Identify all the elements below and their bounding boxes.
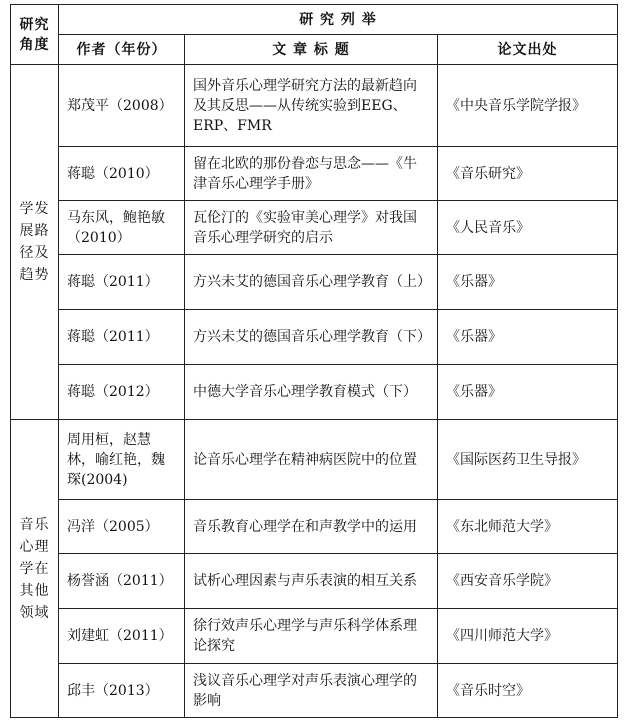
header-row-top [11, 5, 618, 35]
source-cell: 《东北师范大学》 [438, 500, 618, 554]
author-cell: 蒋聪（2010） [59, 147, 185, 201]
author-cell: 周用桓，赵慧林，喻红艳，魏琛(2004) [59, 420, 185, 500]
title-cell: 方兴未艾的德国音乐心理学教育（下） [185, 310, 438, 365]
title-cell: 论音乐心理学在精神病医院中的位置 [185, 420, 438, 500]
header-paper-source: 论文出处 [438, 35, 618, 65]
source-cell: 《国际医药卫生导报》 [438, 420, 618, 500]
author-cell: 马东风，鲍艳敏（2010） [59, 201, 185, 255]
author-cell: 郑茂平（2008） [59, 65, 185, 147]
title-cell: 试析心理因素与声乐表演的相互关系 [185, 554, 438, 609]
source-cell: 《音乐时空》 [438, 664, 618, 718]
research-angle-label: 学发展路径及趋势 [19, 201, 50, 283]
source-cell: 《四川师范大学》 [438, 609, 618, 664]
author-cell: 冯洋（2005） [59, 500, 185, 554]
author-cell: 蒋聪（2012） [59, 365, 185, 420]
source-cell: 《西安音乐学院》 [438, 554, 618, 609]
source-cell: 《乐器》 [438, 365, 618, 420]
title-cell: 瓦伦汀的《实验审美心理学》对我国音乐心理学研究的启示 [185, 201, 438, 255]
source-cell: 《乐器》 [438, 310, 618, 365]
author-cell: 蒋聪（2011） [59, 255, 185, 310]
header-research-angle-label: 研究角度 [19, 16, 50, 53]
header-author-year: 作者（年份） [59, 35, 185, 65]
table-row [11, 420, 618, 500]
source-cell: 《中央音乐学院学报》 [438, 65, 618, 147]
title-cell: 留在北欧的那份眷恋与思念——《牛津音乐心理学手册》 [185, 147, 438, 201]
author-cell: 刘建虹（2011） [59, 609, 185, 664]
table-row [11, 500, 618, 554]
table-row [11, 201, 618, 255]
title-cell: 徐行效声乐心理学与声乐科学体系理论探究 [185, 609, 438, 664]
table-row [11, 365, 618, 420]
table-row [11, 65, 618, 147]
source-cell: 《人民音乐》 [438, 201, 618, 255]
source-cell: 《乐器》 [438, 255, 618, 310]
header-article-title: 文 章 标 题 [185, 35, 438, 65]
table-row [11, 554, 618, 609]
title-cell: 方兴未艾的德国音乐心理学教育（上） [185, 255, 438, 310]
author-cell: 邱丰（2013） [59, 664, 185, 718]
table-row [11, 147, 618, 201]
title-cell: 国外音乐心理学研究方法的最新趋向及其反思——从传统实验到EEG、ERP、FMR [185, 65, 438, 147]
author-cell: 蒋聪（2011） [59, 310, 185, 365]
title-cell: 中德大学音乐心理学教育模式（下） [185, 365, 438, 420]
title-cell: 音乐教育心理学在和声教学中的运用 [185, 500, 438, 554]
table-row [11, 609, 618, 664]
author-cell: 杨誉涵（2011） [59, 554, 185, 609]
source-cell: 《音乐研究》 [438, 147, 618, 201]
title-cell: 浅议音乐心理学对声乐表演心理学的影响 [185, 664, 438, 718]
research-angle-label: 音乐心理学在其他领域 [19, 516, 50, 621]
research-table [10, 4, 618, 718]
research-angle-cell [11, 65, 59, 420]
header-research-examples: 研 究 列 举 [59, 5, 618, 35]
header-research-angle [11, 5, 59, 65]
table-row [11, 664, 618, 718]
research-angle-cell [11, 420, 59, 718]
table-row [11, 255, 618, 310]
table-row [11, 310, 618, 365]
header-row-columns [11, 35, 618, 65]
